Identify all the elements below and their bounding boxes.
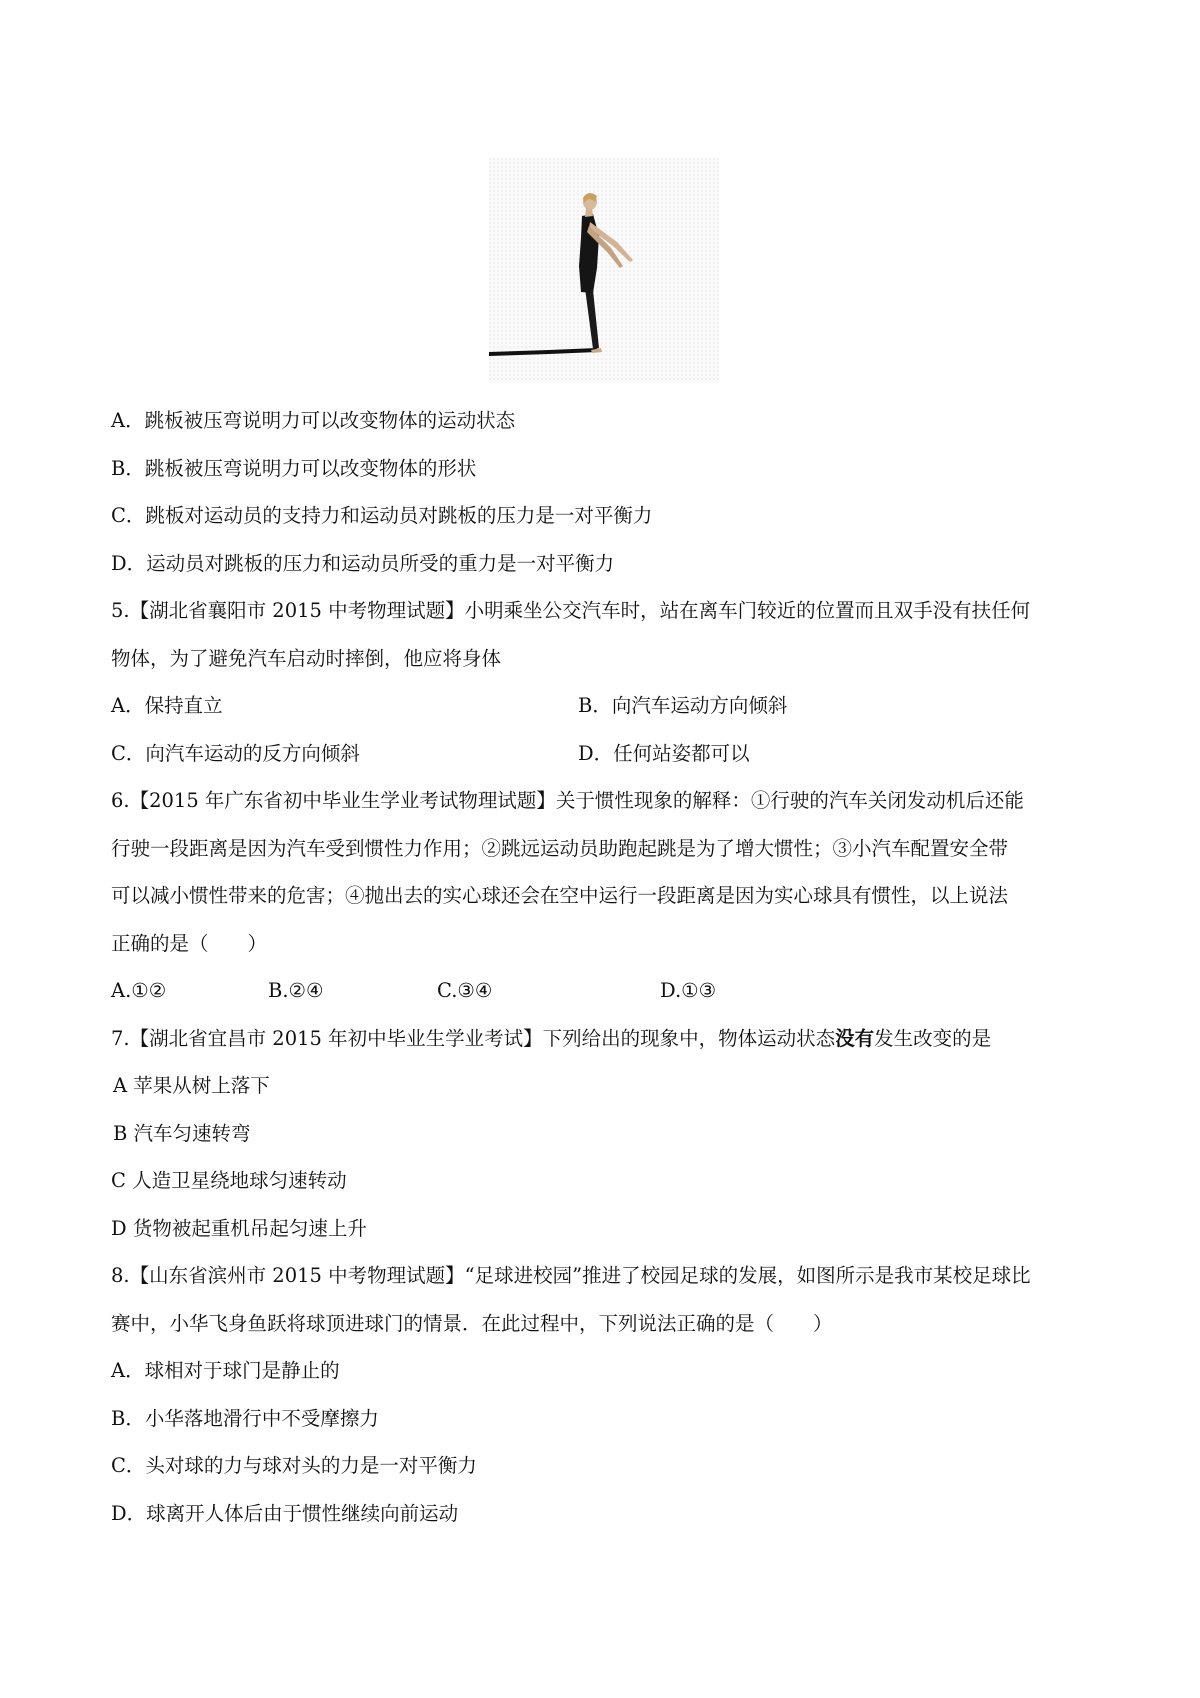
q5-stem-line2: 物体，为了避免汽车启动时摔倒，他应将身体 (111, 647, 502, 670)
q8-stem-line2: 赛中，小华飞身鱼跃将球顶进球门的情景．在此过程中，下列说法正确的是（ ） (111, 1312, 833, 1335)
q8-stem-line1: 8.【山东省滨州市 2015 中考物理试题】“足球进校园”推进了校园足球的发展，如图所示是我市某校足球比 (111, 1264, 1031, 1287)
q8-option-d: D．球离开人体后由于惯性继续向前运动 (111, 1502, 459, 1525)
q8-option-a: A．球相对于球门是静止的 (111, 1359, 340, 1382)
q4-option-d: D．运动员对跳板的压力和运动员所受的重力是一对平衡力 (111, 552, 615, 575)
q4-option-c: C．跳板对运动员的支持力和运动员对跳板的压力是一对平衡力 (111, 504, 653, 527)
q6-option-b: B.②④ (268, 979, 324, 1002)
q6-stem-line2: 行驶一段距离是因为汽车受到惯性力作用；②跳远运动员助跑起跳是为了增大惯性；③小汽车配置安全带 (111, 837, 1009, 860)
diver-illustration (489, 158, 719, 383)
q5-option-d: D．任何站姿都可以 (578, 742, 750, 765)
q5-option-a: A．保持直立 (111, 694, 223, 717)
q7-option-d: D 货物被起重机吊起匀速上升 (111, 1217, 367, 1240)
q6-stem-line3: 可以减小惯性带来的危害；④抛出去的实心球还会在空中运行一段距离是因为实心球具有惯性，以上说法 (111, 884, 1009, 907)
q7-stem-after: 发生改变的是 (874, 1027, 992, 1050)
q8-option-b: B．小华落地滑行中不受摩擦力 (111, 1407, 379, 1430)
q5-option-c: C．向汽车运动的反方向倾斜 (111, 742, 360, 765)
q4-option-b: B．跳板被压弯说明力可以改变物体的形状 (111, 457, 477, 480)
q7-stem-bold: 没有 (835, 1027, 875, 1050)
q7-stem (111, 1026, 991, 1052)
figure-background (489, 158, 719, 383)
q6-stem-line4: 正确的是（ ） (111, 932, 268, 955)
q7-option-a: A 苹果从树上落下 (113, 1074, 270, 1097)
q6-option-a: A.①② (111, 979, 167, 1002)
q8-option-c: C．头对球的力与球对头的力是一对平衡力 (111, 1454, 477, 1477)
q5-option-b: B．向汽车运动方向倾斜 (578, 694, 788, 717)
q6-stem-line1: 6.【2015 年广东省初中毕业生学业考试物理试题】关于惯性现象的解释：①行驶的汽车关闭发动机后还能 (111, 789, 1024, 812)
q4-option-a: A．跳板被压弯说明力可以改变物体的运动状态 (111, 409, 516, 432)
q6-option-d: D.①③ (660, 979, 717, 1002)
q6-option-c: C.③④ (437, 979, 493, 1002)
q7-option-b: B 汽车匀速转弯 (113, 1122, 251, 1145)
q7-option-c: C 人造卫星绕地球匀速转动 (111, 1169, 347, 1192)
q7-stem-before: 7.【湖北省宜昌市 2015 年初中毕业生学业考试】下列给出的现象中，物体运动状态 (111, 1027, 836, 1050)
q5-stem-line1: 5.【湖北省襄阳市 2015 中考物理试题】小明乘坐公交汽车时，站在离车门较近的位置而且双手没有扶任何 (111, 599, 1031, 622)
